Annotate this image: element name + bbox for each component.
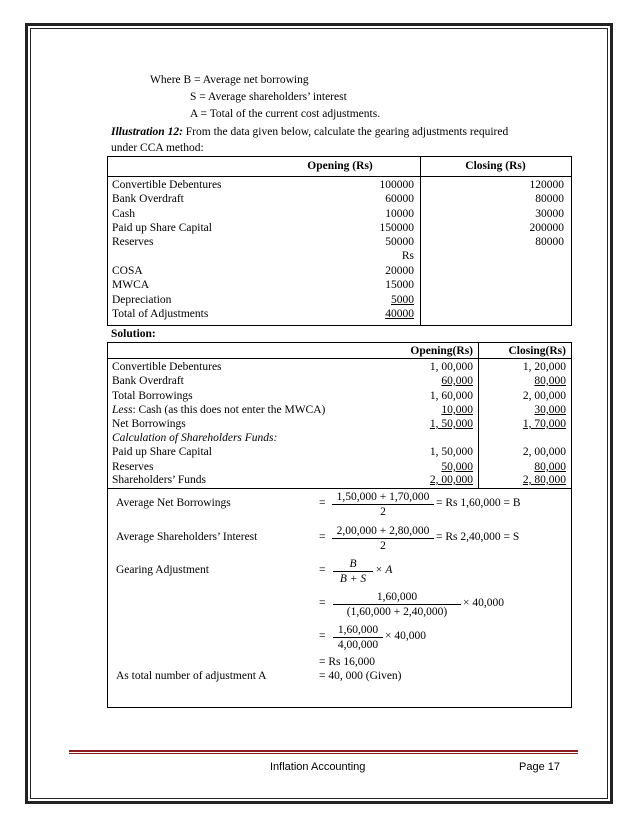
illustration-text-2: under CCA method: [111,142,204,154]
row-label: Paid up Share Capital [112,222,212,234]
row-close: 30,000 [534,404,566,416]
a-line: A = Total of the current cost adjustments. [190,108,381,120]
section-subheading: Calculation of Shareholders Funds: [112,432,278,444]
footer-rule-thin [69,753,578,754]
row-label: Total Borrowings [112,390,193,402]
total-adjustment-label: As total number of adjustment A [116,670,267,682]
row-open: 15000 [385,279,414,291]
row-label: Reserves [112,461,154,473]
illustration-text: From the data given below, calculate the gearing adjustments required [185,126,509,138]
fraction-denominator: 4,00,000 [337,639,379,651]
total-adjustment-value: = 40, 000 (Given) [319,670,402,682]
row-open: 20000 [385,265,414,277]
row-close: 80,000 [534,461,566,473]
row-close: 2, 80,000 [522,474,566,486]
col-opening-header: Opening(Rs) [410,345,473,357]
row-open: 40000 [385,308,414,320]
row-open: 60,000 [441,375,473,387]
solution-label: Solution: [111,328,156,340]
avg-shareholders-interest-result: = Rs 2,40,000 = S [436,531,520,543]
row-label: MWCA [112,279,150,291]
row-open: 1, 60,000 [429,390,473,402]
row-open: 50000 [385,236,414,248]
rs-unit: Rs [401,250,414,262]
gearing-step-3-fraction [333,623,383,652]
fraction-numerator: 2,00,000 + 2,80,000 [332,524,434,539]
illustration-label: Illustration 12: [111,126,183,138]
row-label: Less: Cash (as this does not enter the MWCA) [112,404,326,416]
avg-net-borrowings-fraction [332,490,434,519]
row-close: 80000 [535,193,564,205]
gearing-step-3-tail: × 40,000 [385,630,426,642]
fraction-numerator: 1,60,000 [333,623,383,638]
avg-shareholders-interest-label: Average Shareholders’ Interest [116,531,258,543]
equals-sign: = [319,564,326,576]
equals-sign: = [319,531,326,543]
row-label: Net Borrowings [112,418,186,430]
row-label: Bank Overdraft [112,193,184,205]
row-open: 100000 [379,179,414,191]
fraction-denominator: 2 [380,506,386,518]
row-label: Convertible Debentures [112,361,222,373]
row-open: 10,000 [441,404,473,416]
fraction-denominator: 2 [380,540,386,552]
equals-sign: = [319,597,326,609]
gearing-step-2-tail: × 40,000 [463,597,504,609]
row-label: Cash [112,208,135,220]
row-open: 60000 [385,193,414,205]
avg-shareholders-interest-fraction [332,524,434,553]
row-open: 5000 [391,294,414,306]
row-close: 30000 [535,208,564,220]
row-label: Depreciation [112,294,172,306]
row-open: 1, 50,000 [429,418,473,430]
gearing-result: = Rs 16,000 [319,656,376,668]
fraction-numerator: 1,60,000 [333,590,461,605]
fraction-denominator: (1,60,000 + 2,40,000) [346,606,448,618]
row-close: 80000 [535,236,564,248]
row-open: 50,000 [441,461,473,473]
row-label: Convertible Debentures [112,179,222,191]
page-number: Page 17 [519,761,560,773]
gearing-formula-tail: × A [375,564,393,576]
equals-sign: = [319,630,326,642]
s-line: S = Average shareholders’ interest [190,91,347,103]
row-label: Reserves [112,236,154,248]
gearing-adjustment-label: Gearing Adjustment [116,564,209,576]
row-open: 10000 [385,208,414,220]
row-open: 150000 [379,222,414,234]
avg-net-borrowings-label: Average Net Borrowings [116,497,231,509]
row-label: Shareholders’ Funds [112,474,207,486]
fraction-denominator: B + S [339,573,367,585]
row-label: COSA [112,265,143,277]
col-closing-header: Closing (Rs) [465,160,526,172]
col-opening-header: Opening (Rs) [307,160,373,172]
row-close: 120000 [529,179,564,191]
gearing-step-2-fraction [333,590,461,619]
row-close: 2, 00,000 [522,446,566,458]
footer-rule [69,750,578,752]
row-close: 200000 [529,222,564,234]
row-close: 1, 70,000 [522,418,566,430]
row-open: 1, 50,000 [429,446,473,458]
gearing-formula-fraction [333,557,373,586]
row-label: Bank Overdraft [112,375,184,387]
row-label: Paid up Share Capital [112,446,212,458]
row-close: 80,000 [534,375,566,387]
footer-title: Inflation Accounting [270,761,366,773]
row-open: 2, 00,000 [429,474,473,486]
illustration-para [111,126,547,139]
row-close: 2, 00,000 [522,390,566,402]
row-open: 1, 00,000 [429,361,473,373]
equals-sign: = [319,497,326,509]
fraction-numerator: 1,50,000 + 1,70,000 [332,490,434,505]
fraction-numerator: B [333,557,373,572]
row-close: 1, 20,000 [522,361,566,373]
avg-net-borrowings-result: = Rs 1,60,000 = B [436,497,521,509]
col-closing-header: Closing(Rs) [508,345,566,357]
where-b-line: Where B = Average net borrowing [150,74,309,86]
row-label: Total of Adjustments [112,308,209,320]
